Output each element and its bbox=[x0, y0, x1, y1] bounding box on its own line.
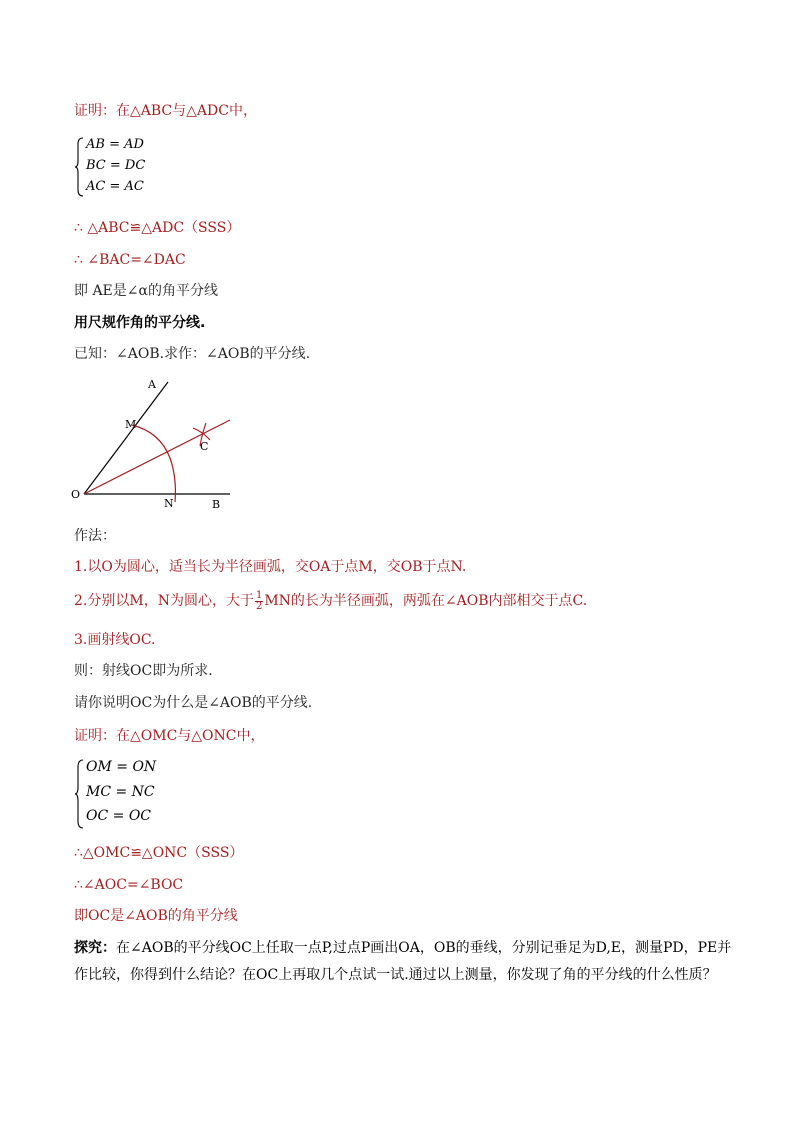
method-step-3: 3.画射线OC. bbox=[74, 632, 156, 648]
method-step-2 bbox=[74, 590, 587, 612]
ray-oc bbox=[84, 420, 230, 494]
proof1-equation-system bbox=[74, 136, 234, 198]
proof1-intro: 证明：在△ABC与△ADC中， bbox=[74, 103, 257, 119]
fraction-numerator: 1 bbox=[255, 589, 263, 601]
given-statement: 已知：∠AOB.求作：∠AOB的平分线. bbox=[74, 346, 311, 362]
proof2-conclusion-1: ∴△OMC≌△ONC（SSS） bbox=[74, 845, 244, 861]
proof1-conclusion-3: 即 AE是∠α的角平分线 bbox=[74, 283, 218, 299]
proof2-eq-1: OM = ON bbox=[86, 759, 157, 775]
fraction-denominator: 2 bbox=[255, 600, 263, 612]
method-result: 则：射线OC即为所求. bbox=[74, 663, 213, 679]
method-title: 作法： bbox=[74, 528, 116, 544]
label-n: N bbox=[164, 497, 174, 510]
method-step-2-before: 2.分别以M，N为圆心，大于 bbox=[74, 593, 254, 609]
proof2-eq-2: MC = NC bbox=[86, 784, 155, 800]
method-step-1: 1.以O为圆心，适当长为半径画弧，交OA于点M，交OB于点N. bbox=[74, 559, 467, 575]
proof2-intro: 证明：在△OMC与△ONC中， bbox=[74, 728, 265, 744]
proof1-eq-3: AC = AC bbox=[86, 179, 144, 194]
proof2-conclusion-2: ∴∠AOC=∠BOC bbox=[74, 877, 184, 893]
label-b: B bbox=[212, 498, 221, 511]
label-o: O bbox=[71, 488, 81, 501]
proof1-eq-1: AB = AD bbox=[86, 137, 144, 152]
proof2-equation-system bbox=[74, 758, 234, 830]
label-c: C bbox=[200, 440, 209, 453]
ray-oa bbox=[84, 382, 168, 494]
explore-text: 在∠AOB的平分线OC上任取一点P,过点P画出OA，OB的垂线，分别记垂足为D,E，测量PD，PE并作比较，你得到什么结论？在OC上再取几个点试一试.通过以上测量，你发现了角的平分线的什么性质？ bbox=[74, 940, 732, 983]
method-step-2-after: MN的长为半径画弧，两弧在∠AOB内部相交于点C. bbox=[264, 593, 588, 609]
label-a: A bbox=[148, 378, 156, 391]
proof2-eq-3: OC = OC bbox=[86, 808, 152, 824]
proof2-conclusion-3: 即OC是∠AOB的角平分线 bbox=[74, 908, 238, 924]
proof1-conclusion-2: ∴ ∠BAC=∠DAC bbox=[74, 252, 186, 268]
left-brace-icon bbox=[74, 758, 84, 830]
angle-bisector-figure bbox=[60, 370, 260, 520]
explore-label: 探究： bbox=[74, 940, 116, 956]
left-brace-icon bbox=[74, 136, 84, 198]
explore-paragraph bbox=[74, 935, 734, 989]
proof1-conclusion-1: ∴ △ABC≌△ADC（SSS） bbox=[74, 220, 241, 236]
proof1-eq-2: BC = DC bbox=[86, 158, 146, 173]
label-m: M bbox=[125, 418, 137, 431]
section-heading: 用尺规作角的平分线. bbox=[74, 315, 206, 331]
arc-mn bbox=[132, 425, 175, 502]
method-question: 请你说明OC为什么是∠AOB的平分线. bbox=[74, 695, 313, 711]
fraction-one-half bbox=[255, 591, 263, 612]
